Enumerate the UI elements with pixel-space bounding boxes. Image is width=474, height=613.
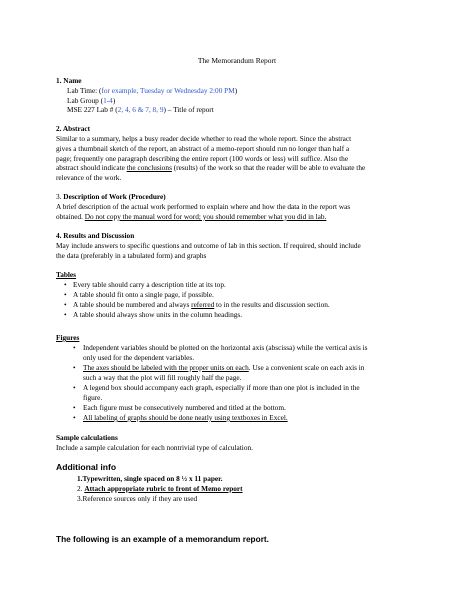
figures-bullet-4: •	[73, 403, 76, 412]
abstract-line-4-pre: abstract should indicate	[56, 163, 127, 172]
figures-item-5: All labeling of graphs should be done neatly using textboxes in Excel.	[83, 413, 288, 422]
figures-bullet-2: •	[73, 363, 76, 372]
lab-time-suffix: )	[234, 86, 238, 95]
description-warning: Do not copy the manual word for word; you should remember what you did in lab.	[84, 212, 327, 221]
additional-item-2-num: 2.	[77, 484, 83, 493]
figures-bullet-1: •	[73, 343, 76, 352]
additional-item-2	[77, 484, 243, 493]
lab-time-line	[67, 86, 237, 95]
figures-item-3-line-1: A legend box should accompany each graph, especially if more than one plot is included in the	[83, 383, 360, 392]
additional-item-3-num: 3.	[77, 494, 83, 503]
tables-heading: Tables	[56, 270, 77, 279]
tables-bullet-2: •	[64, 290, 67, 299]
description-heading: Description of Work (Procedure)	[61, 192, 166, 201]
additional-item-3-text: Reference sources only if they are used	[82, 494, 198, 503]
lab-group-range: 1-4	[103, 96, 113, 105]
figures-item-3-line-2: figure.	[83, 393, 103, 402]
tables-referred: referred	[191, 300, 215, 309]
results-line-2: the data (preferably in a tabulated form) and graphs	[56, 251, 207, 260]
lab-time-prefix: Lab Time: (	[67, 86, 102, 95]
description-heading-line	[56, 192, 166, 201]
tables-item-3	[73, 300, 330, 309]
figures-bullet-3: •	[73, 383, 76, 392]
tables-bullet-3: •	[64, 300, 67, 309]
figures-item-1-line-2: only used for the dependent variables.	[83, 353, 195, 362]
page-title: The Memorandum Report	[197, 56, 277, 65]
figures-item-2-post: . Use a convenient scale on each axis in	[248, 363, 365, 372]
additional-rubric: Attach appropriate rubric to front of Memo report	[84, 484, 243, 493]
mse-numbers: 2, 4, 6 & 7, 8, 9	[117, 105, 164, 114]
results-heading: 4. Results and Discussion	[56, 231, 135, 240]
figures-item-1-line-1: Independent variables should be plotted on the horizontal axis (abscissa) while the vertical axis is	[83, 343, 368, 352]
abstract-conclusions: the conclusions	[126, 163, 172, 172]
description-line-2-pre: obtained.	[56, 212, 85, 221]
tables-item-3-post: to in the results and discussion section.	[214, 300, 330, 309]
abstract-line-2: gives a thumbnail sketch of the report, an abstract of a memo-report should run no longer than half a	[56, 144, 350, 153]
footer-example-note: The following is an example of a memorandum report.	[56, 534, 269, 544]
figures-item-2-line-1	[83, 363, 364, 372]
abstract-line-4-post: (results) of the work so that the reader will be able to evaluate the	[171, 163, 366, 172]
figures-bullet-5: •	[73, 413, 76, 422]
tables-bullet-4: •	[64, 310, 67, 319]
additional-item-3	[77, 494, 197, 503]
abstract-line-5: relevance of the work.	[56, 173, 122, 182]
additional-heading: Additional info	[56, 462, 117, 472]
description-line-2	[56, 212, 326, 221]
abstract-line-3: page; frequently one paragraph describing the entire report (100 words or less) will suffice. Also the	[56, 154, 349, 163]
description-line-1: A brief description of the actual work performed to explain where and how the data in the report was	[56, 202, 351, 211]
abstract-heading: 2. Abstract	[56, 124, 91, 133]
mse-prefix: MSE 227 Lab # (	[67, 105, 118, 114]
tables-item-4: A table should always show units in the column headings.	[73, 310, 243, 319]
tables-item-3-pre: A table should be numbered and always	[73, 300, 192, 309]
tables-item-2: A table should fit onto a single page, if possible.	[73, 290, 214, 299]
tables-item-1: Every table should carry a description title at its top.	[73, 280, 226, 289]
lab-time-example: for example, Tuesday or Wednesday 2:00 PM	[101, 86, 235, 95]
figures-heading: Figures	[56, 333, 80, 342]
name-heading: 1. Name	[56, 76, 82, 85]
sample-heading: Sample calculations	[56, 433, 118, 442]
figures-axes-labeled: The axes should be labeled with the proper units on each	[83, 363, 249, 372]
mse-line	[67, 105, 214, 114]
figures-item-2-line-2: such a way that the plot will fill roughly half the page.	[83, 373, 242, 382]
description-num: 3.	[56, 192, 62, 201]
results-line-1: May include answers to specific questions and outcome of lab in this section. If required, should include	[56, 241, 361, 250]
sample-line-1: Include a sample calculation for each nontrivial type of calculation.	[56, 443, 253, 452]
figures-item-4: Each figure must be consecutively numbered and titled at the bottom.	[83, 403, 286, 412]
mse-suffix: ) – Title of report	[163, 105, 214, 114]
abstract-line-1: Similar to a summary, helps a busy reader decide whether to read the whole report. Since the abstract	[56, 134, 352, 143]
lab-group-line	[67, 96, 115, 105]
tables-bullet-1: •	[64, 280, 67, 289]
abstract-line-4	[56, 163, 365, 172]
additional-item-1: 1.Typewritten, single spaced on 8 ½ x 11 paper.	[77, 474, 223, 483]
lab-group-prefix: Lab Group (	[67, 96, 104, 105]
lab-group-suffix: )	[112, 96, 116, 105]
